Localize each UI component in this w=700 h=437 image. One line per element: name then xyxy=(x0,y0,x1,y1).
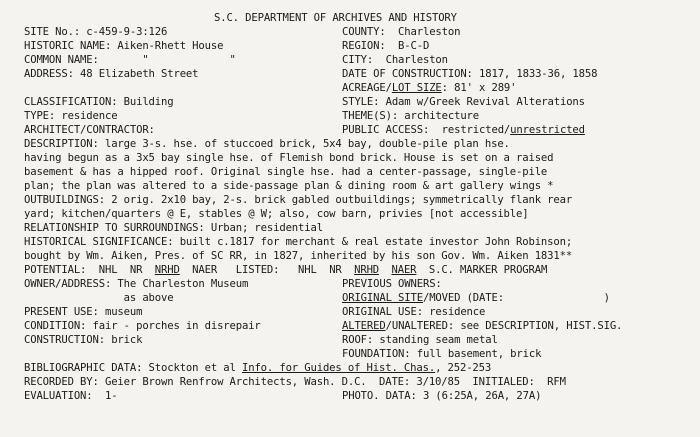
listed-naer: NAER xyxy=(391,264,417,276)
significance-line-2: bought by Wm. Aiken, Pres. of SC RR, in 1827, inherited by his son Gov. Wm. Aiken 1831** xyxy=(24,250,573,262)
bibliographic-label: BIBLIOGRAPHIC DATA: Stockton et al xyxy=(24,362,242,374)
public-access-selected: unrestricted xyxy=(510,124,585,136)
owner-address-2: as above xyxy=(24,292,174,304)
acreage-lot-size xyxy=(342,82,516,95)
outbuildings-line-2: yard; kitchen/quarters @ E, stables @ W; also, cow barn, privies [not accessible] xyxy=(24,208,529,220)
description-line-3: basement & has a hipped roof. Original single hse. had a center-passage, single-pile xyxy=(24,166,548,178)
bibliographic-data xyxy=(24,362,491,375)
lot-size-value: : 81' x 289' xyxy=(441,82,517,94)
historic-name: HISTORIC NAME: Aiken-Rhett House xyxy=(24,40,224,52)
potential-listed xyxy=(24,264,547,277)
themes: THEME(S): architecture xyxy=(342,110,480,122)
potential-nrhd: NRHD xyxy=(154,264,180,276)
construction: CONSTRUCTION: brick xyxy=(24,334,143,346)
lot-size-label: LOT SIZE xyxy=(391,82,442,94)
previous-owners: PREVIOUS OWNERS: xyxy=(342,278,442,290)
address: ADDRESS: 48 Elizabeth Street xyxy=(24,68,199,80)
description-line-1: DESCRIPTION: large 3-s. hse. of stuccoed brick, 5x4 bay, double-pile plan hse. xyxy=(24,138,510,150)
marker-program: S.C. MARKER PROGRAM xyxy=(416,264,548,276)
recorded-by: RECORDED BY: Geier Brown Renfrow Architects, Wash. D.C. DATE: 3/10/85 INITIALED: RFM xyxy=(24,376,566,388)
significance-line-1: HISTORICAL SIGNIFICANCE: built c.1817 for merchant & real estate investor John Robinson; xyxy=(24,236,573,248)
type: TYPE: residence xyxy=(24,110,118,122)
listed-label: LISTED: NHL NR xyxy=(217,264,355,276)
unaltered: /UNALTERED: see DESCRIPTION, HIST.SIG. xyxy=(385,320,623,332)
potential-label: POTENTIAL: NHL NR xyxy=(24,264,155,276)
listed-nrhd: NRHD xyxy=(354,264,380,276)
original-use: ORIGINAL USE: residence xyxy=(342,306,486,318)
site-number: SITE No.: c-459-9-3:126 xyxy=(24,26,168,38)
bibliographic-title: Info. for Guides of Hist. Chas. xyxy=(241,362,436,374)
outbuildings-line-1: OUTBUILDINGS: 2 orig. 2x10 bay, 2-s. brick gabled outbuildings; symmetrically flank rear xyxy=(24,194,573,206)
potential-naer: NAER xyxy=(179,264,218,276)
original-site: ORIGINAL SITE xyxy=(342,292,423,304)
original-site-moved xyxy=(342,292,610,305)
description-line-2: having begun as a 3x5 bay single hse. of Flemish bond brick. House is set on a raised xyxy=(24,152,554,164)
altered: ALTERED xyxy=(342,320,386,332)
date-of-construction: DATE OF CONSTRUCTION: 1817, 1833-36, 1858 xyxy=(342,68,598,80)
bibliographic-pages: , 252-253 xyxy=(435,362,492,374)
relationship-to-surroundings: RELATIONSHIP TO SURROUNDINGS: Urban; residential xyxy=(24,222,323,234)
foundation: FOUNDATION: full basement, brick xyxy=(342,348,542,360)
public-access xyxy=(342,124,585,137)
moved-date: /MOVED (DATE: ) xyxy=(422,292,610,304)
county: COUNTY: Charleston xyxy=(342,26,461,38)
architect-contractor: ARCHITECT/CONTRACTOR: xyxy=(24,124,155,136)
photo-data: PHOTO. DATA: 3 (6:25A, 26A, 27A) xyxy=(342,390,542,402)
acreage-label: ACREAGE/ xyxy=(342,82,392,94)
roof: ROOF: standing seam metal xyxy=(342,334,498,346)
owner-address: OWNER/ADDRESS: The Charleston Museum xyxy=(24,278,249,290)
public-access-label: PUBLIC ACCESS: restricted/ xyxy=(342,124,511,136)
region: REGION: B-C-D xyxy=(342,40,430,52)
city: CITY: Charleston xyxy=(342,54,448,66)
common-name: COMMON NAME: " " xyxy=(24,54,236,66)
page-header: S.C. DEPARTMENT OF ARCHIVES AND HISTORY xyxy=(214,12,457,24)
description-line-4: plan; the plan was altered to a side-passage plan & dining room & art gallery wings * xyxy=(24,180,554,192)
condition: CONDITION: fair - porches in disrepair xyxy=(24,320,261,332)
altered-unaltered xyxy=(342,320,622,333)
evaluation: EVALUATION: 1- xyxy=(24,390,118,402)
classification: CLASSIFICATION: Building xyxy=(24,96,174,108)
present-use: PRESENT USE: museum xyxy=(24,306,143,318)
style: STYLE: Adam w/Greek Revival Alterations xyxy=(342,96,585,108)
